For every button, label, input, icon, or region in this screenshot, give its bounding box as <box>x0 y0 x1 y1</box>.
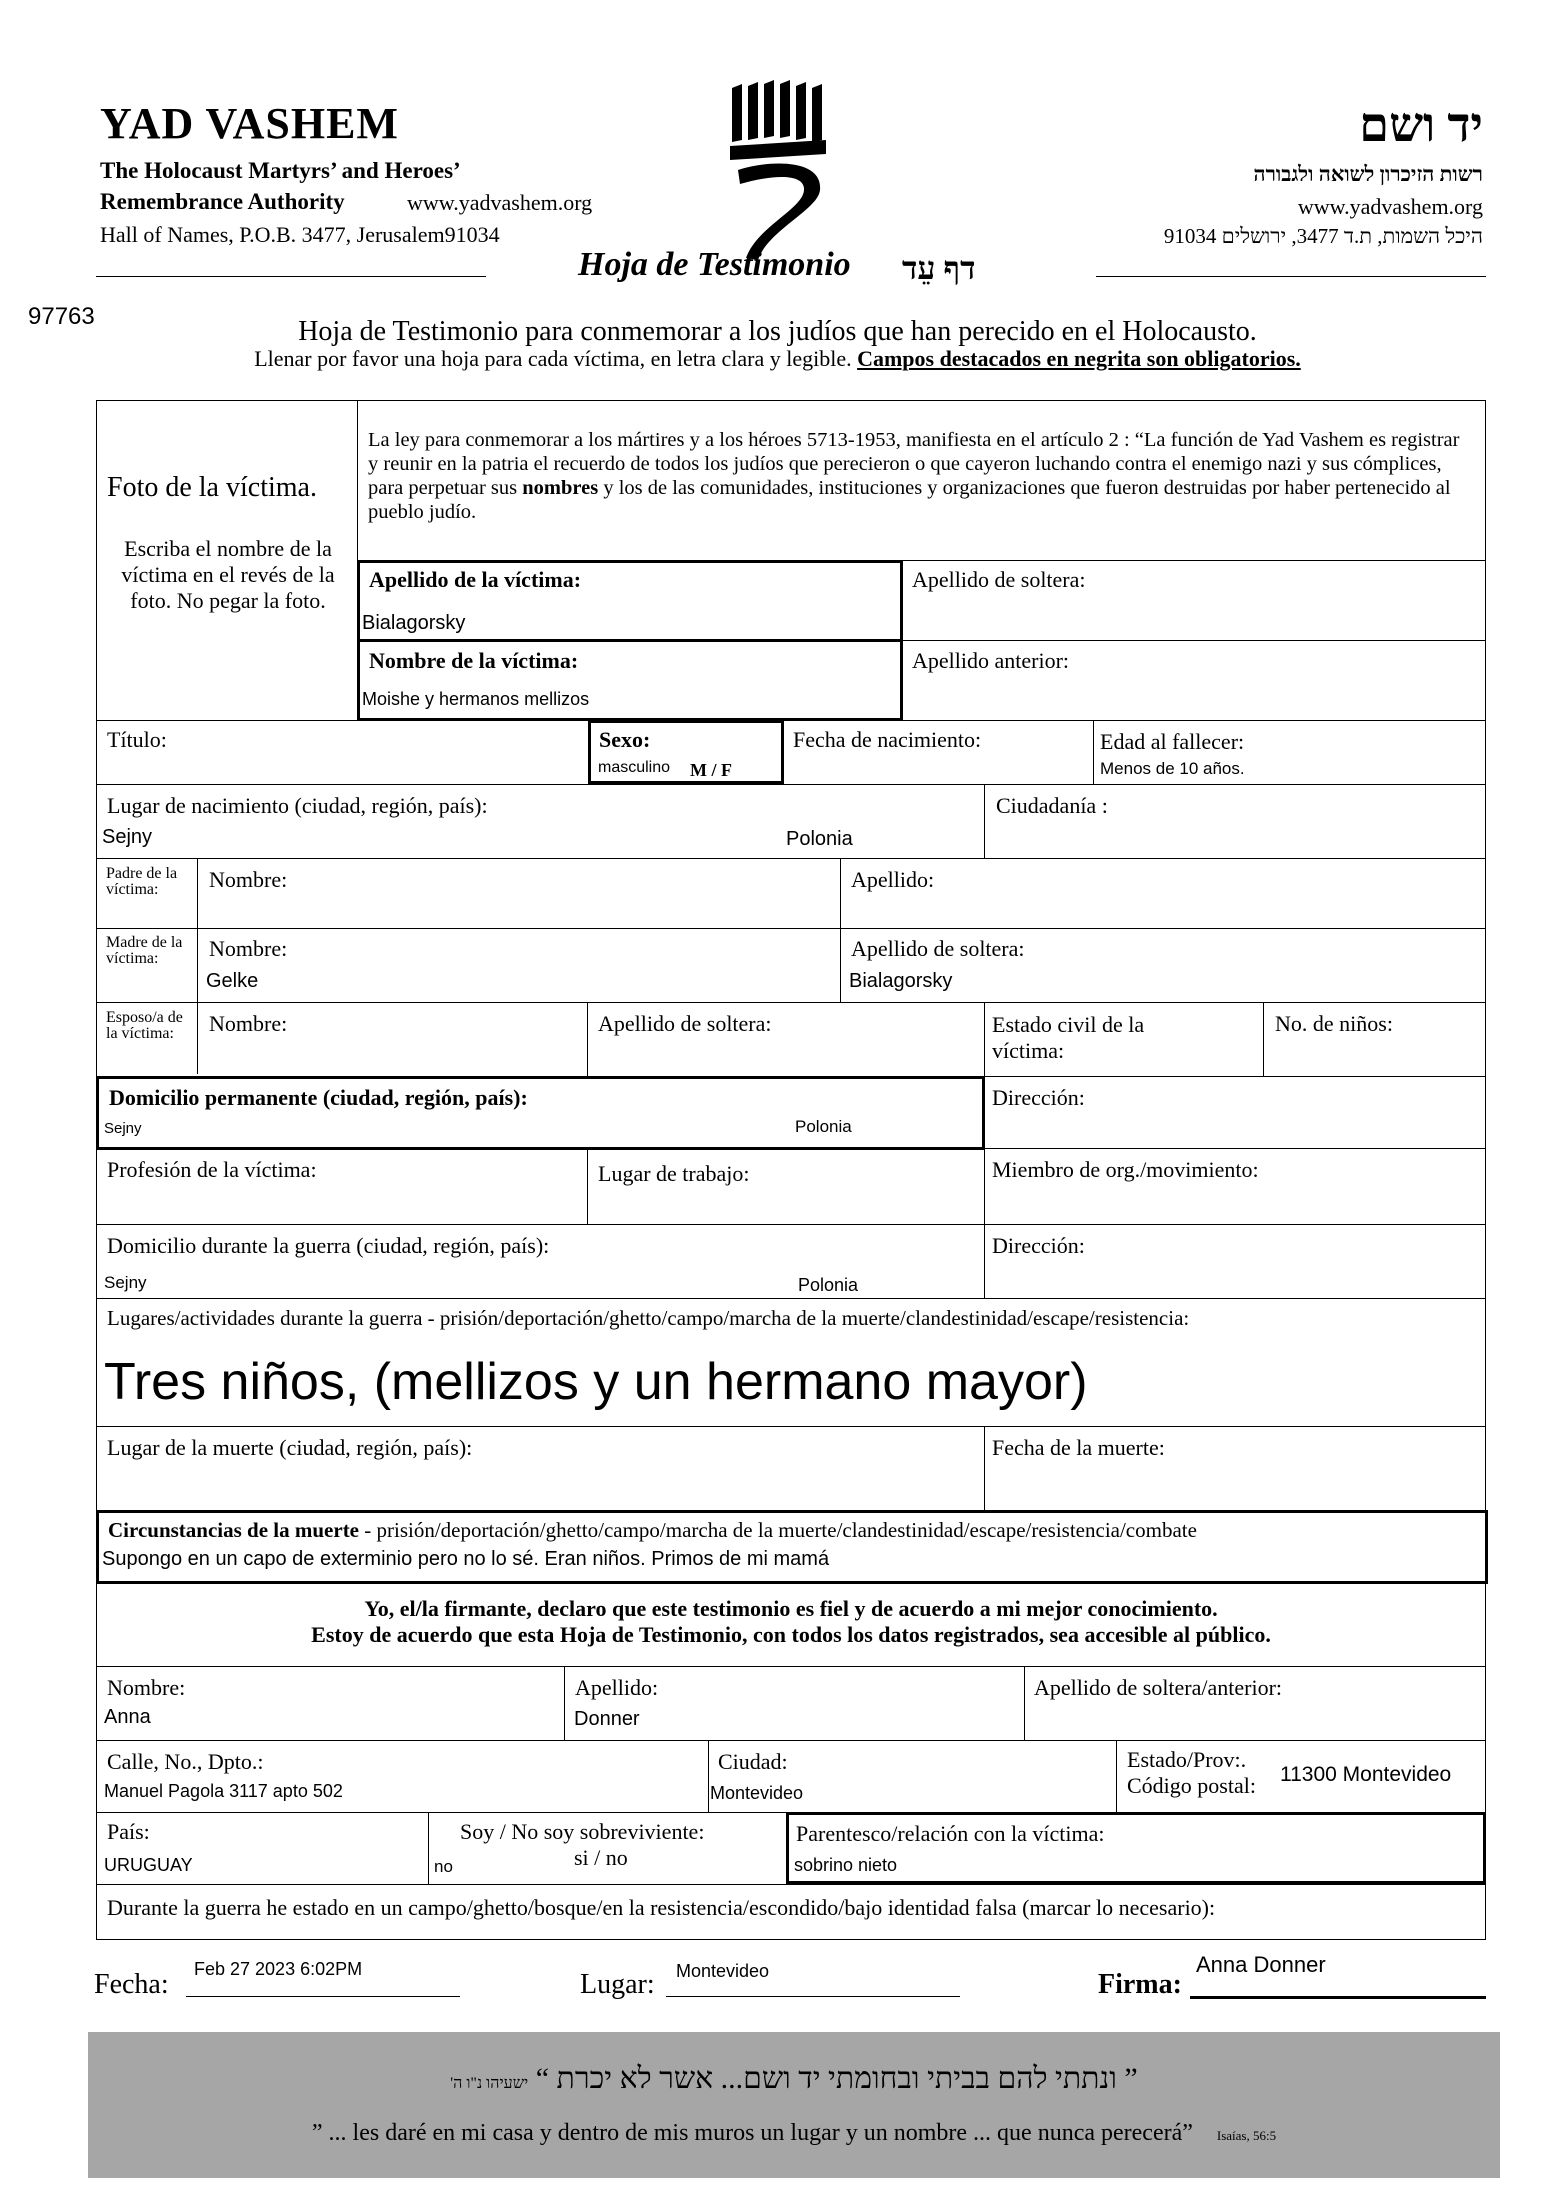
rule-1666 <box>96 1666 1486 1667</box>
sign-line <box>1190 1996 1486 1999</box>
submitter-surname-value: Donner <box>574 1708 640 1730</box>
rule-1740 <box>96 1740 1486 1741</box>
form-title-hebrew: דף עֵד <box>902 250 976 286</box>
profession-label: Profesión de la víctima: <box>107 1157 317 1182</box>
postal-value: 11300 Montevideo <box>1280 1763 1452 1786</box>
spouse-divider-2 <box>984 1002 985 1076</box>
declaration-line1: Yo, el/la firmante, declaro que este testimonio es fiel y de acuerdo a mi mejor conocimiento. <box>364 1596 1218 1621</box>
street-label: Calle, No., Dpto.: <box>107 1749 264 1774</box>
name-mid-rule <box>900 640 1486 641</box>
rule-720 <box>96 720 1486 721</box>
form-title: Hoja de Testimonio <box>578 246 851 283</box>
date-label: Fecha: <box>94 1969 169 2000</box>
law-text-bold: nombres <box>522 477 599 499</box>
spanish-quote-ref: Isaías, 56:5 <box>1216 2128 1277 2143</box>
mother-name-label: Nombre: <box>209 936 288 961</box>
city-label: Ciudad: <box>718 1749 788 1774</box>
instructions-text: Llenar por favor una hoja para cada víctima, en letra clara y legible. <box>254 346 852 371</box>
footer-quote-band <box>88 2032 1500 2178</box>
hebrew-quote-ref: ישעיהו נ"ו ה' <box>450 2075 529 2092</box>
birthplace-city: Sejny <box>102 826 153 848</box>
relatives-label-divider <box>197 858 198 1074</box>
submitter-div-1 <box>564 1666 565 1740</box>
law-text-after: y los de las comunidades, instituciones y organizaciones que fueron destruidas por haber pertenecido al pueblo judío. <box>368 477 1451 523</box>
form-subtitle: Hoja de Testimonio para conmemorar a los judíos que han perecido en el Holocausto. <box>298 316 1257 347</box>
address-div-2 <box>1116 1740 1117 1812</box>
declaration-line2: Estoy de acuerdo que esta Hoja de Testimonio, con todos los datos registrados, sea accesible al público. <box>311 1622 1271 1647</box>
submitter-name-label: Nombre: <box>107 1675 186 1700</box>
form-instructions <box>0 346 1555 372</box>
mother-label: Madre de la víctima: <box>106 934 183 967</box>
submitter-surname-label: Apellido: <box>575 1675 659 1700</box>
address-div-1 <box>708 1740 709 1812</box>
war-address-divider <box>984 1224 985 1298</box>
rule-1224 <box>96 1224 1486 1225</box>
spouse-divider-3 <box>1263 1002 1264 1076</box>
header-rule-left <box>96 276 486 277</box>
country-label: País: <box>107 1819 150 1844</box>
war-residence-city: Sejny <box>104 1273 147 1292</box>
maiden-name-label: Apellido de soltera: <box>912 567 1086 592</box>
father-name-label: Nombre: <box>209 867 288 892</box>
form-number: 97763 <box>28 303 95 330</box>
spouse-maiden-label: Apellido de soltera: <box>598 1011 772 1036</box>
spanish-quote-text: ” ... les daré en mi casa y dentro de mis muros un lugar y un nombre ... que nunca perecerá” <box>311 2120 1193 2146</box>
law-text-before: La ley para conmemorar a los mártires y a los héroes 5713-1953, manifiesta en el artículo 2 : “La función de Yad Vashem es registrar y reunir en la patria el recuerdo de todos los judíos que perecieron o que cayeron luchando contra el enemigo nazi y sus cómplices, para perpetuar sus <box>368 429 1460 499</box>
rule-784 <box>96 784 1486 785</box>
spouse-name-label: Nombre: <box>209 1011 288 1036</box>
rule-1002 <box>96 1002 1486 1003</box>
date-value: Feb 27 2023 6:02PM <box>194 1959 363 1979</box>
war-residence-label: Domicilio durante la guerra (ciudad, región, país): <box>107 1233 550 1258</box>
victim-firstname-value: Moishe y hermanos mellizos <box>362 689 590 709</box>
victim-surname-label: Apellido de la víctima: <box>369 567 582 592</box>
postal-label: Código postal: <box>1127 1773 1256 1798</box>
relation-label: Parentesco/relación con la víctima: <box>796 1821 1105 1846</box>
victim-surname-value: Bialagorsky <box>362 612 466 634</box>
street-value: Manuel Pagola 3117 apto 502 <box>104 1781 343 1801</box>
country-value: URUGUAY <box>104 1855 193 1875</box>
mother-name-value: Gelke <box>206 970 259 992</box>
hebrew-org-line1: רשות הזיכרון לשואה ולגבורה <box>1253 162 1483 186</box>
hebrew-quote-open: ” <box>1116 2062 1138 2095</box>
hebrew-quote <box>88 2062 1500 2096</box>
father-surname-label: Apellido: <box>851 867 935 892</box>
photo-title: Foto de la víctima. <box>107 472 317 503</box>
father-divider <box>840 858 841 1002</box>
place-label: Lugar: <box>580 1969 655 2000</box>
law-text <box>368 428 1468 524</box>
hebrew-address: היכל השמות, ת.ד 3477, ירושלים 91034 <box>1163 224 1483 248</box>
rule-1298 <box>96 1298 1486 1299</box>
mother-maiden-label: Apellido de soltera: <box>851 936 1025 961</box>
citizenship-divider <box>984 784 985 858</box>
submitter-div-2 <box>1024 1666 1025 1740</box>
rule-858 <box>96 858 1486 859</box>
workplace-divider <box>984 1148 985 1224</box>
member-label: Miembro de org./movimiento: <box>992 1157 1259 1182</box>
spouse-divider-1 <box>587 1002 588 1076</box>
date-line <box>186 1996 460 1997</box>
title-label: Título: <box>107 727 167 752</box>
rule-1426 <box>96 1426 1486 1427</box>
birth-date-label: Fecha de nacimiento: <box>793 727 982 752</box>
rule-928 <box>96 928 1486 929</box>
photo-instructions: Escriba el nombre de la víctima en el revés de la foto. No pegar la foto. <box>121 536 335 613</box>
relation-value: sobrino nieto <box>794 1855 898 1875</box>
citizenship-label: Ciudadanía : <box>996 793 1108 818</box>
permanent-residence-label: Domicilio permanente (ciudad, región, país): <box>109 1085 528 1110</box>
victim-firstname-label: Nombre de la víctima: <box>369 648 579 673</box>
survivor-options: si / no <box>574 1845 628 1870</box>
hebrew-website[interactable]: www.yadvashem.org <box>1297 194 1483 219</box>
birthplace-country: Polonia <box>786 828 853 850</box>
hebrew-quote-text: ונתתי להם בביתי ובחומתי יד ושם... אשר לא יכרת <box>556 2062 1117 2095</box>
wartime-places-value: Tres niños, (mellizos y un hermano mayor) <box>104 1353 1088 1411</box>
sex-value: masculino <box>598 759 671 776</box>
civil-status-label: Estado civil de la víctima: <box>992 1012 1145 1063</box>
age-divider <box>1093 720 1094 784</box>
circumstances-label-rest: - prisión/deportación/ghetto/campo/marcha de la muerte/clandestinidad/escape/resistencia/combate <box>359 1518 1197 1542</box>
state-label: Estado/Prov:. <box>1127 1747 1247 1772</box>
yad-vashem-logo <box>728 80 828 260</box>
survivor-label: Soy / No soy sobreviviente: <box>460 1819 705 1844</box>
age-value: Menos de 10 años. <box>1100 759 1245 778</box>
during-war-label: Durante la guerra he estado en un campo/ghetto/bosque/en la resistencia/escondido/bajo identidad falsa (marcar lo necesario): <box>107 1895 1216 1920</box>
workplace-label: Lugar de trabajo: <box>598 1161 750 1186</box>
sign-value: Anna Donner <box>1196 1952 1326 1977</box>
place-line <box>666 1996 960 1997</box>
place-value: Montevideo <box>676 1961 770 1981</box>
country-divider <box>428 1812 429 1884</box>
circumstances-label-bold: Circunstancias de la muerte <box>108 1518 360 1542</box>
children-label: No. de niños: <box>1275 1011 1393 1036</box>
father-label: Padre de la víctima: <box>106 865 178 898</box>
profession-divider <box>587 1148 588 1224</box>
war-residence-country: Polonia <box>798 1275 859 1295</box>
city-value: Montevideo <box>710 1783 804 1803</box>
hebrew-org-name: יד ושם <box>1359 99 1483 152</box>
survivor-value: no <box>434 1857 453 1876</box>
header-rule-right <box>1096 276 1486 277</box>
age-label: Edad al fallecer: <box>1100 729 1245 754</box>
sex-label: Sexo: <box>599 727 651 752</box>
submitter-maiden-label: Apellido de soltera/anterior: <box>1034 1675 1283 1700</box>
rule-1148 <box>96 1148 1486 1149</box>
death-place-label: Lugar de la muerte (ciudad, región, país): <box>107 1435 473 1460</box>
war-address-label: Dirección: <box>992 1233 1085 1258</box>
permanent-residence-country: Polonia <box>795 1117 852 1136</box>
permanent-address-label: Dirección: <box>992 1085 1085 1110</box>
circumstances-value: Supongo en un capo de exterminio pero no lo sé. Eran niños. Primos de mi mamá <box>102 1548 830 1570</box>
wartime-places-label: Lugares/actividades durante la guerra - prisión/deportación/ghetto/campo/marcha de la muerte/clandestinidad/escape/resistencia: <box>107 1306 1190 1330</box>
death-date-label: Fecha de la muerte: <box>992 1435 1165 1460</box>
org-name: YAD VASHEM <box>100 99 399 148</box>
org-website[interactable]: www.yadvashem.org <box>407 190 593 215</box>
org-address: Hall of Names, P.O.B. 3477, Jerusalem91034 <box>100 222 500 247</box>
spanish-quote <box>88 2120 1500 2147</box>
spouse-label: Esposo/a de la víctima: <box>106 1009 183 1042</box>
birthdate-divider <box>783 720 784 784</box>
mother-maiden-value: Bialagorsky <box>849 970 953 992</box>
org-line1: The Holocaust Martyrs’ and Heroes’ <box>100 158 461 183</box>
sign-label: Firma: <box>1098 1969 1182 2000</box>
hebrew-quote-close: “ <box>528 2062 550 2095</box>
sex-options: M / F <box>690 760 732 780</box>
submitter-name-value: Anna <box>104 1706 151 1728</box>
death-date-divider <box>984 1426 985 1512</box>
instructions-mandatory: Campos destacados en negrita son obligatorios. <box>857 346 1301 371</box>
birthplace-label: Lugar de nacimiento (ciudad, región, país): <box>107 793 488 818</box>
rule-1884 <box>96 1884 1486 1885</box>
previous-surname-label: Apellido anterior: <box>912 648 1070 673</box>
org-line2: Remembrance Authority <box>100 189 345 214</box>
circumstances-label <box>108 1518 1197 1542</box>
permanent-residence-city: Sejny <box>104 1120 142 1137</box>
